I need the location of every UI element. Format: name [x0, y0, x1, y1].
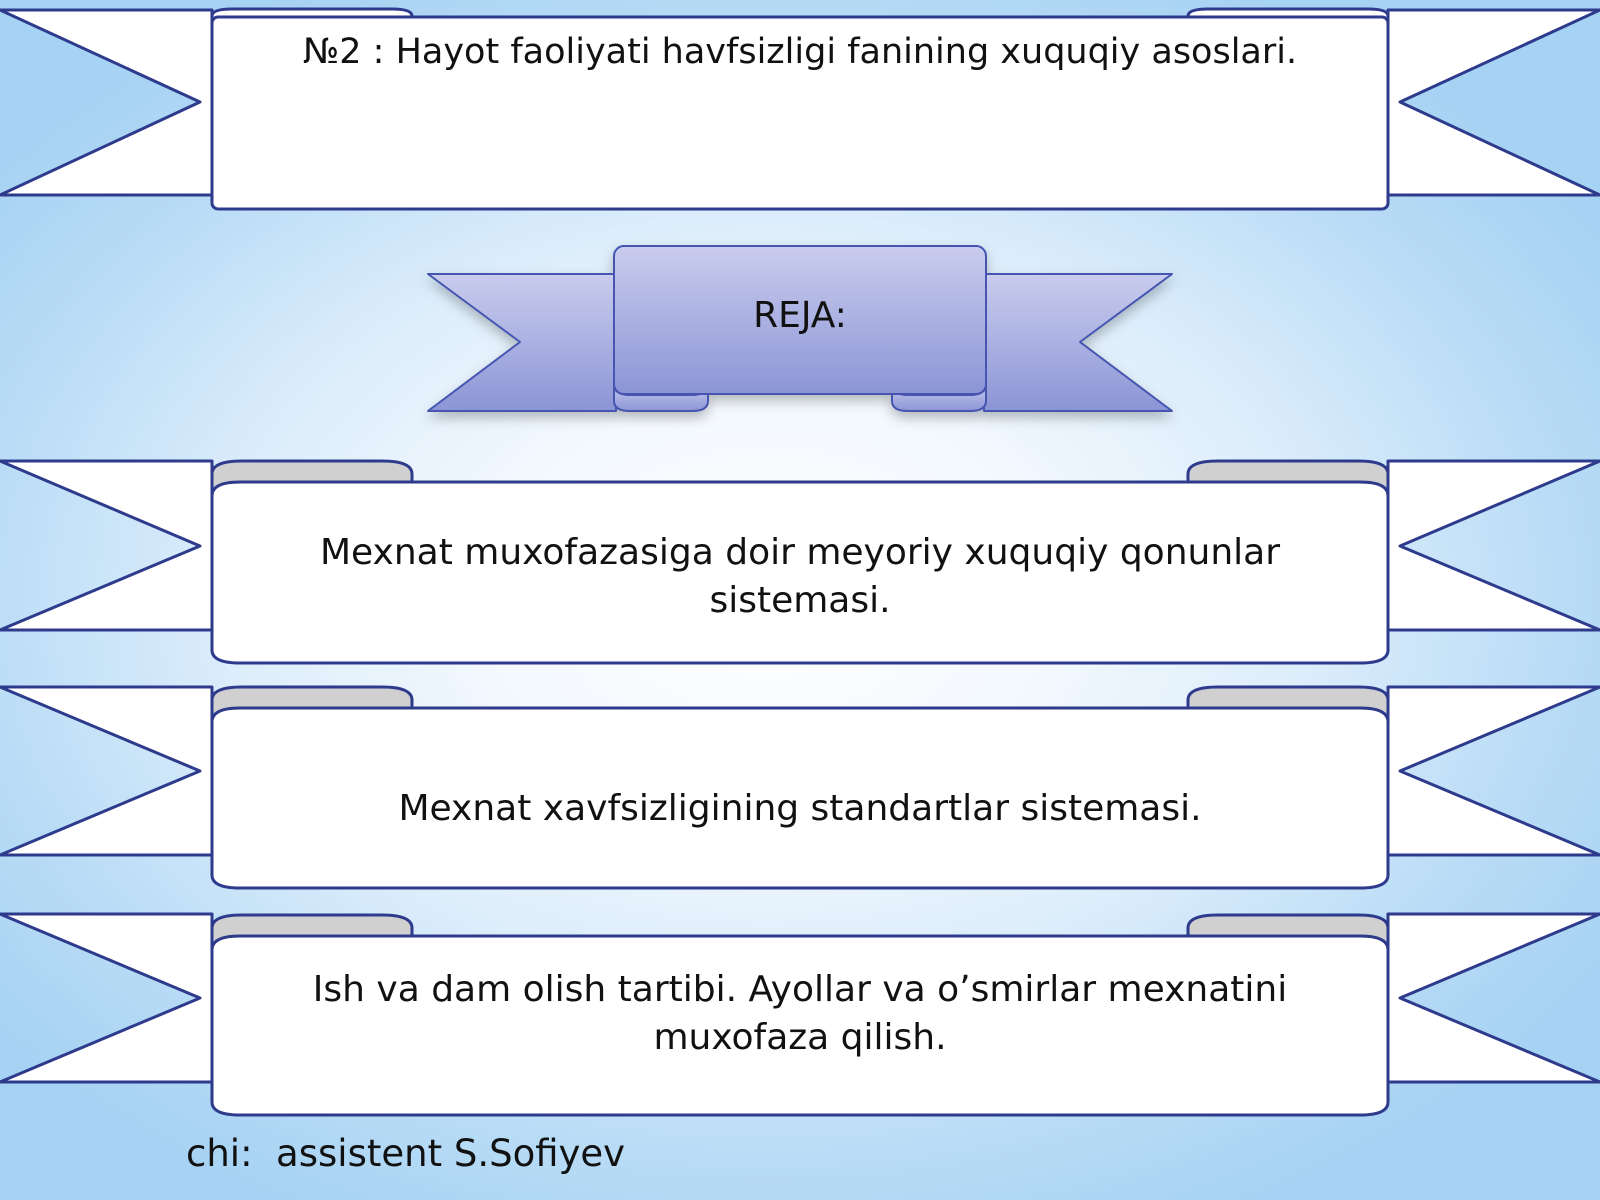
author-credit: chi: assistent S.Sofiyev [186, 1132, 626, 1175]
plan-heading: REJA: [753, 295, 847, 336]
plan-item-3: Ish va dam olish tartibi. Ayollar va o’smirlar mexnatini muxofaza qilish. [312, 969, 1288, 1058]
plan-item-1: Mexnat muxofazasiga doir meyoriy xuquqiy qonunlar sistemasi. [319, 532, 1281, 621]
plan-item-2: Mexnat xavfsizligining standartlar sistemasi. [398, 788, 1202, 829]
slide-title: №2 : Hayot faoliyati havfsizligi fanining xuquqiy asoslari. [302, 32, 1298, 72]
